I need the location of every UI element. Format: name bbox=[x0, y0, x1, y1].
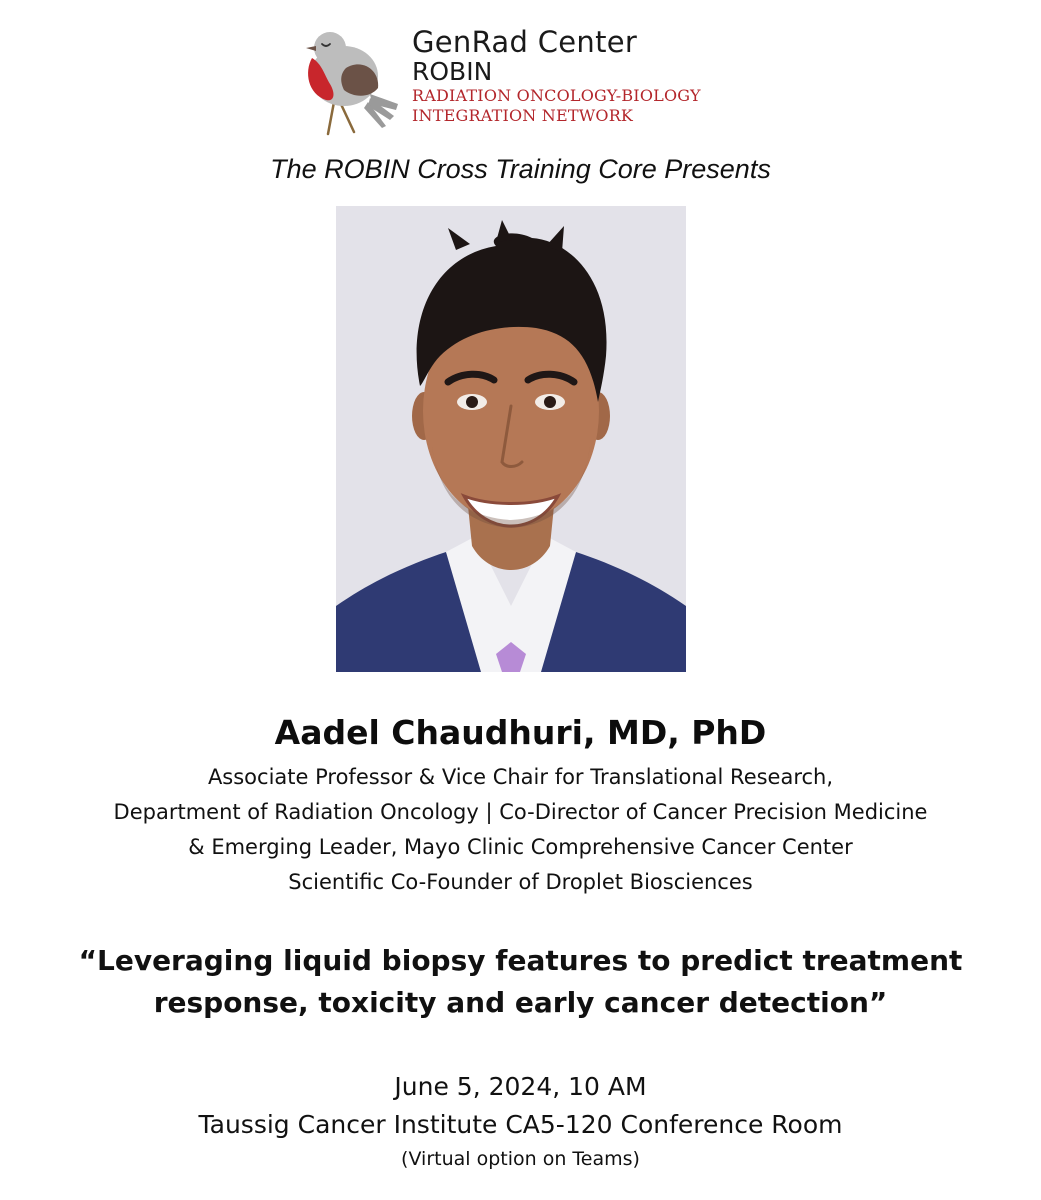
talk-title bbox=[0, 940, 1041, 1024]
speaker-name: Aadel Chaudhuri, MD, PhD bbox=[274, 713, 767, 752]
logo-subtitle: ROBIN bbox=[412, 57, 493, 86]
logo-tagline-line1: RADIATION ONCOLOGY-BIOLOGY bbox=[412, 86, 701, 105]
robin-bird-icon bbox=[300, 28, 404, 136]
logo-title: GenRad Center bbox=[412, 25, 638, 59]
speaker-affiliation bbox=[0, 760, 1041, 900]
event-date: June 5, 2024, 10 AM bbox=[394, 1072, 647, 1101]
speaker-portrait bbox=[336, 206, 686, 672]
talk-title-line1: “Leveraging liquid biopsy features to predict treatment bbox=[78, 944, 963, 977]
event-details bbox=[0, 1068, 1041, 1174]
logo-text bbox=[412, 26, 752, 126]
presents-heading: The ROBIN Cross Training Core Presents bbox=[270, 154, 771, 184]
affiliation-line: Department of Radiation Oncology | Co-Director of Cancer Precision Medicine bbox=[113, 800, 928, 824]
event-virtual-note: (Virtual option on Teams) bbox=[401, 1148, 640, 1170]
talk-title-line2: response, toxicity and early cancer detection” bbox=[153, 986, 888, 1019]
affiliation-line: Associate Professor & Vice Chair for Translational Research, bbox=[207, 765, 834, 789]
affiliation-line: Scientific Co-Founder of Droplet Biosciences bbox=[288, 870, 753, 894]
speaker-portrait-image bbox=[336, 206, 686, 672]
logo-tagline-line2: INTEGRATION NETWORK bbox=[412, 106, 634, 125]
robin-logo bbox=[300, 22, 760, 140]
event-location: Taussig Cancer Institute CA5-120 Conference Room bbox=[198, 1110, 843, 1139]
affiliation-line: & Emerging Leader, Mayo Clinic Comprehensive Cancer Center bbox=[188, 835, 853, 859]
